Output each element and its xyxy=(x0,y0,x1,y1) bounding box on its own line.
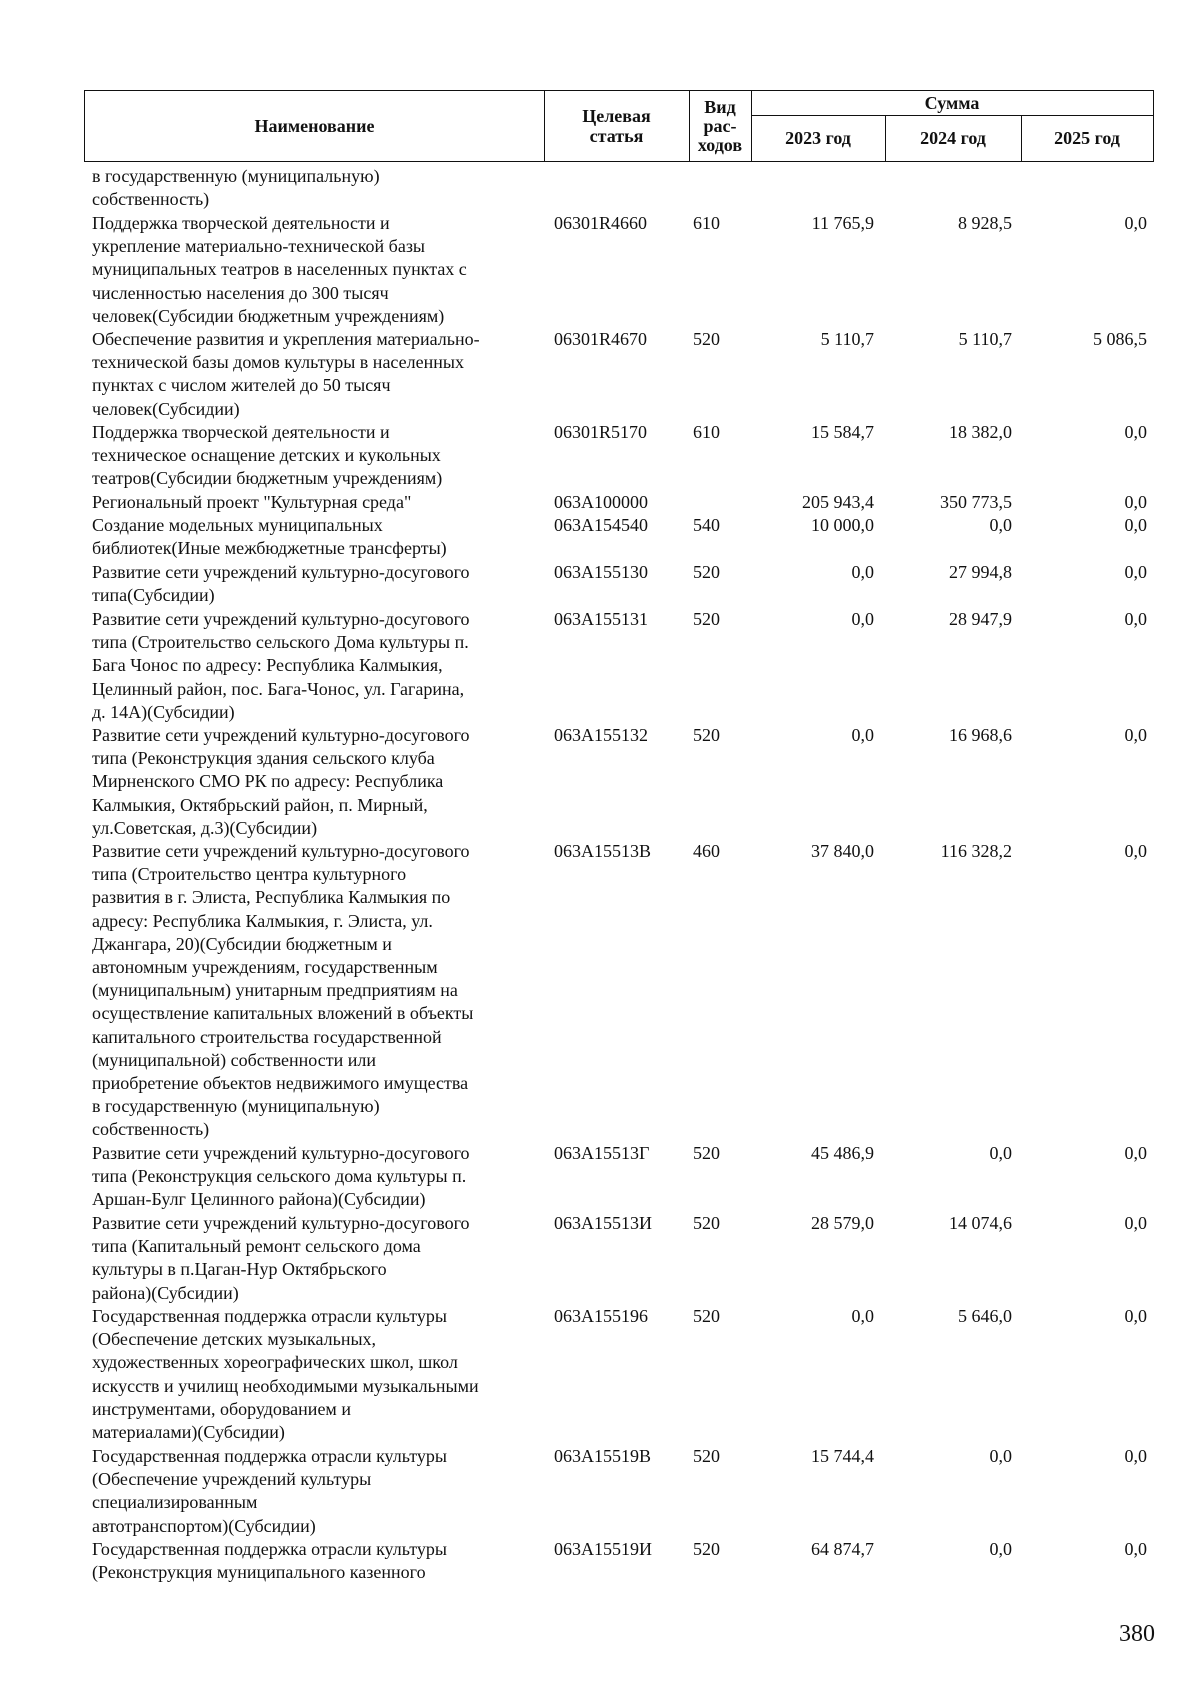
row-kind: 520 xyxy=(693,1539,720,1559)
row-2024: 16 968,6 xyxy=(949,725,1012,745)
row-name: Развитие сети учреждений культурно-досугового типа (Строительство центра культурного развития в г. Элиста, Республика Калмыкия по адресу: Республика Калмыкия, г. Элиста, ул. Джангара, 20)(Субсидии бюджетным и автономным учреждениям, государственным (муниципальным) унитарным предприятиям на осуществление капитальных вложений в объекты капитального строительства государственной (муниципальной) собственности или приобретение объектов недвижимого имущества в государственную (муниципальную) собственность) xyxy=(92,841,474,1140)
row-2024: 0,0 xyxy=(989,1143,1012,1163)
row-name: Государственная поддержка отрасли культуры (Обеспечение детских музыкальных, художественных хореографических школ, школ искусств и училищ необходимыми музыкальными инструментами, оборудованием и материалами)(Субсидии) xyxy=(92,1306,479,1443)
row-code: 063A100000 xyxy=(554,492,648,512)
row-2024: 28 947,9 xyxy=(949,609,1012,629)
header-code: Целевая статья xyxy=(582,106,651,146)
row-kind: 520 xyxy=(693,1213,720,1233)
row-name: Развитие сети учреждений культурно-досугового типа (Реконструкция здания сельского клуба Мирненского СМО РК по адресу: Республика Калмыкия, Октябрьский район, п. Мирный, ул.Советская, д.3)(Субсидии) xyxy=(92,725,470,838)
row-2023: 0,0 xyxy=(851,609,874,629)
row-kind: 520 xyxy=(693,1306,720,1326)
page-number: 380 xyxy=(1119,1621,1155,1647)
row-name: в государственную (муниципальную) собственность) xyxy=(92,166,380,210)
row-kind: 520 xyxy=(693,329,720,349)
row-2024: 27 994,8 xyxy=(949,562,1012,582)
row-2025: 0,0 xyxy=(1124,562,1147,582)
row-2025: 0,0 xyxy=(1124,1213,1147,1233)
row-name: Государственная поддержка отрасли культуры (Реконструкция муниципального казенного xyxy=(92,1539,447,1583)
row-2024: 0,0 xyxy=(989,1446,1012,1466)
row-kind: 520 xyxy=(693,725,720,745)
table-header xyxy=(84,90,1154,162)
row-2024: 5 646,0 xyxy=(958,1306,1012,1326)
row-kind: 540 xyxy=(693,515,720,535)
header-kind: Вид рас- ходов xyxy=(697,96,743,155)
row-code: 063A155132 xyxy=(554,725,648,745)
row-code: 063A155131 xyxy=(554,609,648,629)
row-kind: 610 xyxy=(693,213,720,233)
row-2024: 5 110,7 xyxy=(958,329,1012,349)
row-2023: 15 584,7 xyxy=(811,422,874,442)
row-2023: 0,0 xyxy=(851,562,874,582)
row-code: 063A155130 xyxy=(554,562,648,582)
row-2024: 0,0 xyxy=(989,1539,1012,1559)
row-2023: 0,0 xyxy=(851,725,874,745)
row-name: Развитие сети учреждений культурно-досугового типа(Субсидии) xyxy=(92,562,470,606)
row-2024: 14 074,6 xyxy=(949,1213,1012,1233)
header-2025: 2025 год xyxy=(1054,128,1120,148)
header-2023: 2023 год xyxy=(785,128,851,148)
row-2024: 350 773,5 xyxy=(940,492,1012,512)
row-code: 063A155196 xyxy=(554,1306,648,1326)
row-code: 06301R5170 xyxy=(554,422,648,442)
row-2025: 0,0 xyxy=(1124,1446,1147,1466)
row-code: 063A15513В xyxy=(554,841,652,861)
row-code: 063A15513И xyxy=(554,1213,652,1233)
row-name: Создание модельных муниципальных библиотек(Иные межбюджетные трансферты) xyxy=(92,515,447,559)
row-kind: 520 xyxy=(693,1143,720,1163)
row-name: Поддержка творческой деятельности и укрепление материально-технической базы муниципальных театров в населенных пунктах с численностью населения до 300 тысяч человек(Субсидии бюджетным учреждениям) xyxy=(92,213,467,326)
row-name: Развитие сети учреждений культурно-досугового типа (Капитальный ремонт сельского дома культуры в п.Цаган-Нур Октябрьского района)(Субсидии) xyxy=(92,1213,470,1303)
row-2023: 64 874,7 xyxy=(811,1539,874,1559)
row-2024: 116 328,2 xyxy=(940,841,1012,861)
row-2025: 0,0 xyxy=(1124,841,1147,861)
row-2023: 5 110,7 xyxy=(820,329,874,349)
row-name: Государственная поддержка отрасли культуры (Обеспечение учреждений культуры специализированным автотранспортом)(Субсидии) xyxy=(92,1446,447,1536)
row-2024: 18 382,0 xyxy=(949,422,1012,442)
row-code: 06301R4660 xyxy=(554,213,648,233)
row-kind: 520 xyxy=(693,609,720,629)
row-2023: 15 744,4 xyxy=(811,1446,874,1466)
row-name: Развитие сети учреждений культурно-досугового типа (Реконструкция сельского дома культуры п. Аршан-Булг Целинного района)(Субсидии) xyxy=(92,1143,470,1210)
row-kind: 460 xyxy=(693,841,720,861)
row-2025: 0,0 xyxy=(1124,422,1147,442)
row-name: Региональный проект "Культурная среда" xyxy=(92,492,412,512)
row-2023: 11 765,9 xyxy=(811,213,874,233)
row-2023: 28 579,0 xyxy=(811,1213,874,1233)
row-code: 063A154540 xyxy=(554,515,648,535)
row-2024: 8 928,5 xyxy=(958,213,1012,233)
row-2023: 10 000,0 xyxy=(811,515,874,535)
header-sum: Сумма xyxy=(924,93,980,113)
row-kind: 610 xyxy=(693,422,720,442)
row-code: 06301R4670 xyxy=(554,329,648,349)
row-2025: 0,0 xyxy=(1124,515,1147,535)
header-2024: 2024 год xyxy=(920,128,986,148)
row-2025: 0,0 xyxy=(1124,492,1147,512)
header-name: Наименование xyxy=(254,116,375,136)
row-2025: 0,0 xyxy=(1124,609,1147,629)
row-code: 063A15513Г xyxy=(554,1143,650,1163)
row-2023: 205 943,4 xyxy=(802,492,874,512)
row-2024: 0,0 xyxy=(989,515,1012,535)
row-name: Обеспечение развития и укрепления материально- технической базы домов культуры в населенных пунктах с числом жителей до 50 тысяч человек(Субсидии) xyxy=(92,329,480,419)
row-name: Поддержка творческой деятельности и техническое оснащение детских и кукольных театров(Субсидии бюджетным учреждениям) xyxy=(92,422,443,489)
row-2025: 0,0 xyxy=(1124,1143,1147,1163)
row-2023: 0,0 xyxy=(851,1306,874,1326)
row-2023: 45 486,9 xyxy=(811,1143,874,1163)
row-2025: 5 086,5 xyxy=(1093,329,1147,349)
row-2025: 0,0 xyxy=(1124,1539,1147,1559)
row-2025: 0,0 xyxy=(1124,725,1147,745)
row-2025: 0,0 xyxy=(1124,1306,1147,1326)
row-kind: 520 xyxy=(693,1446,720,1466)
row-kind: 520 xyxy=(693,562,720,582)
row-2023: 37 840,0 xyxy=(811,841,874,861)
row-name: Развитие сети учреждений культурно-досугового типа (Строительство сельского Дома культуры п. Бага Чонос по адресу: Республика Калмыкия, Целинный район, пос. Бага-Чонос, ул. Гагарина, д. 14А)(Субсидии) xyxy=(92,609,470,722)
row-2025: 0,0 xyxy=(1124,213,1147,233)
row-code: 063A15519И xyxy=(554,1539,652,1559)
row-code: 063A15519В xyxy=(554,1446,652,1466)
